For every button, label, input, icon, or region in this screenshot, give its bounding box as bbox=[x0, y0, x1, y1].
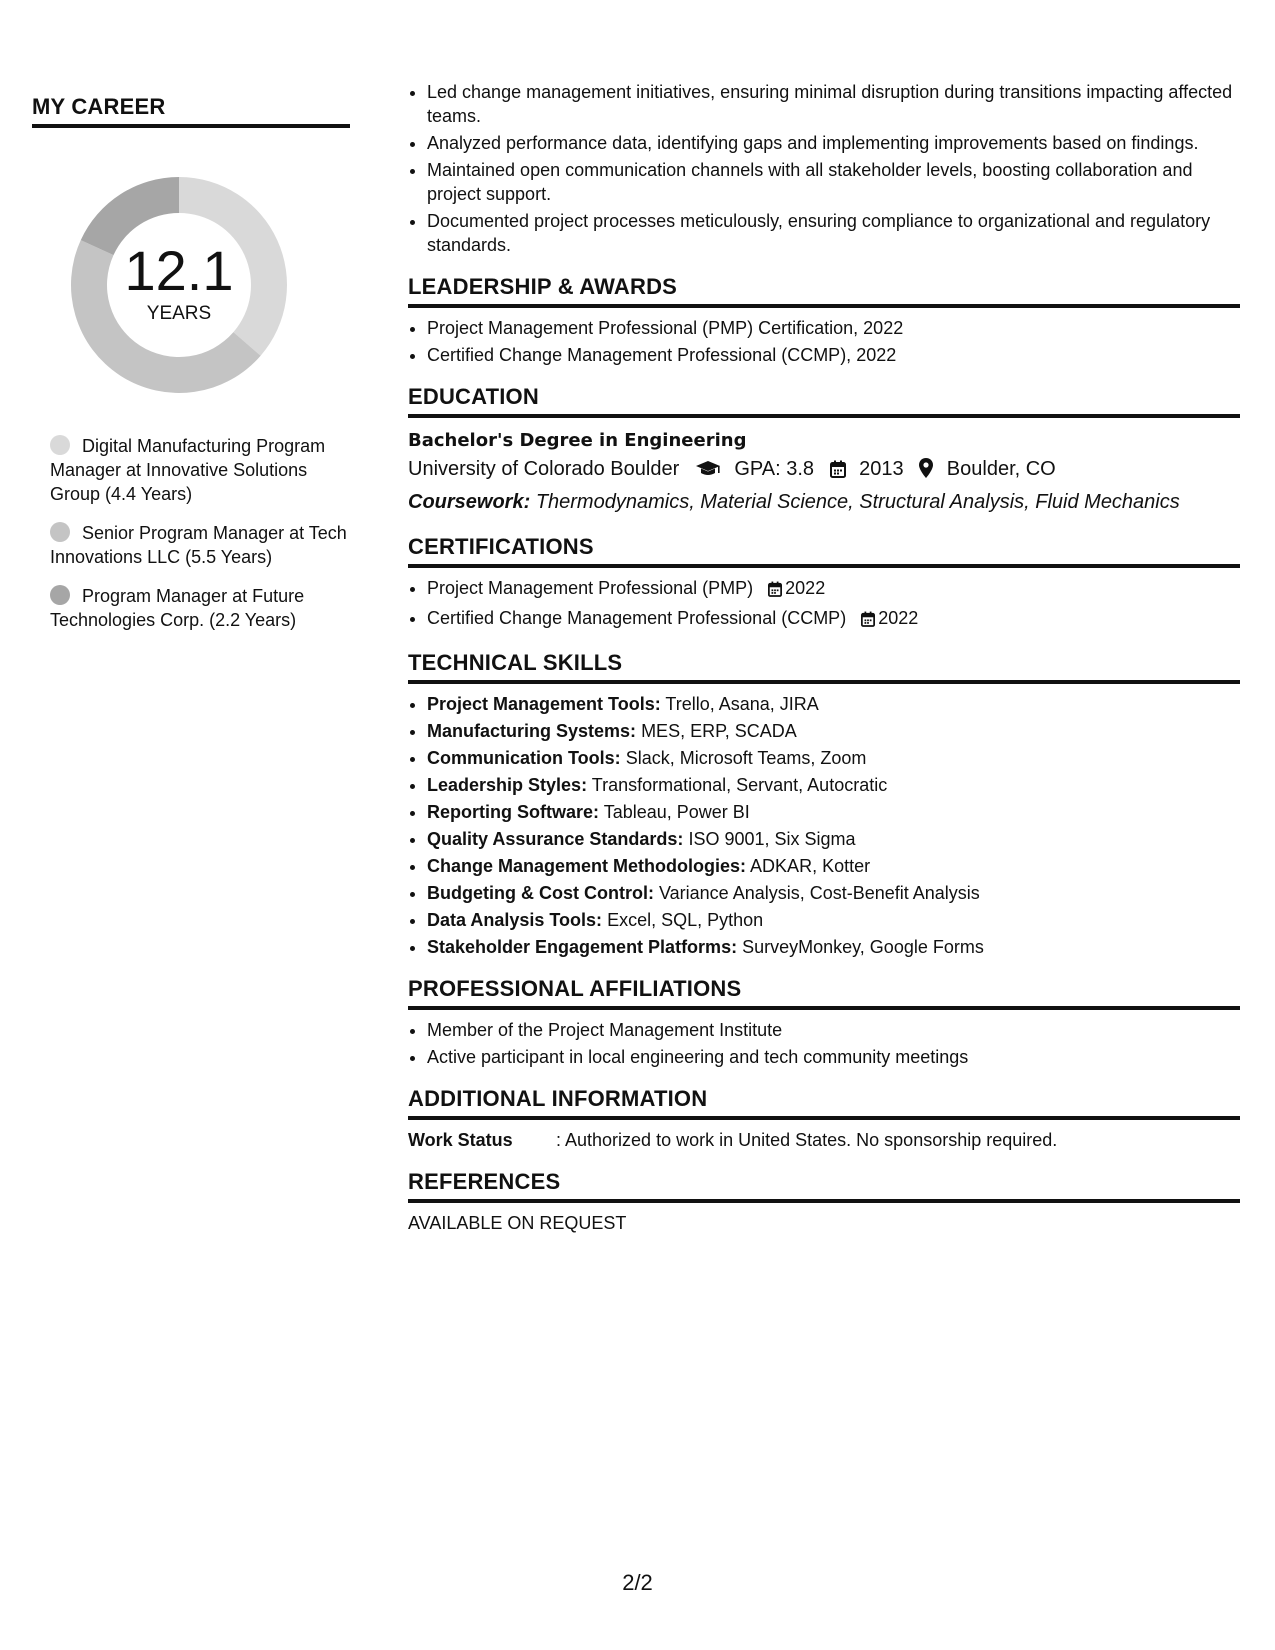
section-title: TECHNICAL SKILLS bbox=[408, 650, 1240, 684]
additional-section bbox=[408, 1086, 1240, 1152]
work-status-value: : Authorized to work in United States. No sponsorship required. bbox=[556, 1130, 1058, 1150]
list-item bbox=[427, 746, 1240, 770]
list-item: • Maintained open communication channels with all stakeholder levels, boosting collaboration and project support. bbox=[427, 158, 1240, 206]
skill-label: Communication Tools: bbox=[427, 748, 621, 768]
page-number: 2/2 bbox=[622, 1570, 653, 1595]
work-status-label: Work Status bbox=[408, 1130, 513, 1150]
legend-dot-icon bbox=[50, 522, 70, 542]
list-item: • Documented project processes meticulously, ensuring compliance to organizational and regulatory standards. bbox=[427, 209, 1240, 257]
certification-name: Certified Change Management Professional (CCMP) bbox=[427, 608, 847, 628]
resume-main bbox=[408, 80, 1240, 1234]
education-details bbox=[408, 454, 1240, 487]
legend-item bbox=[50, 584, 350, 632]
experience-bullets bbox=[408, 80, 1240, 257]
skill-label: Reporting Software: bbox=[427, 802, 600, 822]
skills-section bbox=[408, 650, 1240, 959]
references-section bbox=[408, 1169, 1240, 1234]
skill-label: Stakeholder Engagement Platforms: bbox=[427, 937, 738, 957]
education-section bbox=[408, 384, 1240, 517]
calendar-icon bbox=[830, 457, 846, 487]
skill-value: SurveyMonkey, Google Forms bbox=[742, 937, 984, 957]
certifications-section bbox=[408, 534, 1240, 633]
graduation-cap-icon bbox=[695, 457, 721, 487]
certification-year: 2022 bbox=[785, 578, 826, 598]
section-title: EDUCATION bbox=[408, 384, 1240, 418]
section-title: ADDITIONAL INFORMATION bbox=[408, 1086, 1240, 1120]
certification-year: 2022 bbox=[878, 608, 919, 628]
certification-name: Project Management Professional (PMP) bbox=[427, 578, 754, 598]
list-item: • Certified Change Management Professional (CCMP), 2022 bbox=[427, 343, 1240, 367]
career-years-unit: YEARS bbox=[146, 303, 212, 324]
list-item bbox=[427, 881, 1240, 905]
list-item bbox=[427, 606, 1240, 633]
skill-value: MES, ERP, SCADA bbox=[641, 721, 797, 741]
skill-value: ISO 9001, Six Sigma bbox=[688, 829, 856, 849]
location-pin-icon bbox=[919, 457, 933, 487]
skill-value: Slack, Microsoft Teams, Zoom bbox=[625, 748, 867, 768]
calendar-icon bbox=[861, 609, 875, 633]
skill-label: Leadership Styles: bbox=[427, 775, 588, 795]
career-donut-chart bbox=[64, 170, 294, 400]
list-item bbox=[427, 854, 1240, 878]
list-item bbox=[427, 935, 1240, 959]
work-status bbox=[408, 1128, 1240, 1152]
skill-value: Tableau, Power BI bbox=[603, 802, 750, 822]
legend-dot-icon bbox=[50, 435, 70, 455]
legend-item bbox=[50, 434, 350, 506]
skill-label: Quality Assurance Standards: bbox=[427, 829, 684, 849]
coursework-label: Coursework: bbox=[408, 491, 531, 513]
list-item: • Member of the Project Management Institute bbox=[427, 1018, 1240, 1042]
list-item bbox=[427, 576, 1240, 603]
list-item bbox=[427, 908, 1240, 932]
skill-value: Trello, Asana, JIRA bbox=[665, 694, 819, 714]
skill-value: ADKAR, Kotter bbox=[750, 856, 871, 876]
skill-value: Variance Analysis, Cost-Benefit Analysis bbox=[658, 883, 980, 903]
legend-item bbox=[50, 521, 350, 569]
skill-label: Data Analysis Tools: bbox=[427, 910, 603, 930]
career-total-years: 12.1 bbox=[124, 239, 234, 302]
career-sidebar bbox=[32, 94, 350, 647]
references-text: AVAILABLE ON REQUEST bbox=[408, 1213, 627, 1233]
skill-value: Excel, SQL, Python bbox=[607, 910, 764, 930]
education-school: University of Colorado Boulder bbox=[408, 458, 680, 480]
coursework-value: Thermodynamics, Material Science, Structural Analysis, Fluid Mechanics bbox=[535, 491, 1180, 513]
list-item: • Project Management Professional (PMP) Certification, 2022 bbox=[427, 316, 1240, 340]
list-item bbox=[427, 800, 1240, 824]
list-item: • Led change management initiatives, ensuring minimal disruption during transitions impacting affected teams. bbox=[427, 80, 1240, 128]
list-item bbox=[427, 827, 1240, 851]
list-item: • Active participant in local engineering and tech community meetings bbox=[427, 1045, 1240, 1069]
career-legend bbox=[32, 434, 350, 632]
career-title: MY CAREER bbox=[32, 94, 350, 128]
section-title: LEADERSHIP & AWARDS bbox=[408, 274, 1240, 308]
calendar-icon bbox=[768, 579, 782, 603]
leadership-section bbox=[408, 274, 1240, 367]
section-title: CERTIFICATIONS bbox=[408, 534, 1240, 568]
skill-label: Budgeting & Cost Control: bbox=[427, 883, 654, 903]
legend-label: Digital Manufacturing Program Manager at Innovative Solutions Group (4.4 Years) bbox=[50, 436, 326, 504]
legend-label: Program Manager at Future Technologies Corp. (2.2 Years) bbox=[50, 586, 305, 630]
legend-dot-icon bbox=[50, 585, 70, 605]
section-title: PROFESSIONAL AFFILIATIONS bbox=[408, 976, 1240, 1010]
skill-value: Transformational, Servant, Autocratic bbox=[591, 775, 888, 795]
list-item bbox=[427, 773, 1240, 797]
skill-label: Manufacturing Systems: bbox=[427, 721, 637, 741]
section-title: REFERENCES bbox=[408, 1169, 1240, 1203]
education-degree: Bachelor's Degree in Engineering bbox=[408, 430, 747, 451]
donut-center bbox=[64, 170, 294, 400]
education-location: Boulder, CO bbox=[946, 458, 1056, 480]
list-item bbox=[427, 719, 1240, 743]
skill-label: Project Management Tools: bbox=[427, 694, 661, 714]
list-item: • Analyzed performance data, identifying gaps and implementing improvements based on findings. bbox=[427, 131, 1240, 155]
education-coursework bbox=[408, 487, 1240, 517]
legend-label: Senior Program Manager at Tech Innovations LLC (5.5 Years) bbox=[50, 523, 347, 567]
list-item bbox=[427, 692, 1240, 716]
education-year: 2013 bbox=[859, 458, 904, 480]
skill-label: Change Management Methodologies: bbox=[427, 856, 747, 876]
education-gpa: GPA: 3.8 bbox=[734, 458, 815, 480]
affiliations-section bbox=[408, 976, 1240, 1069]
